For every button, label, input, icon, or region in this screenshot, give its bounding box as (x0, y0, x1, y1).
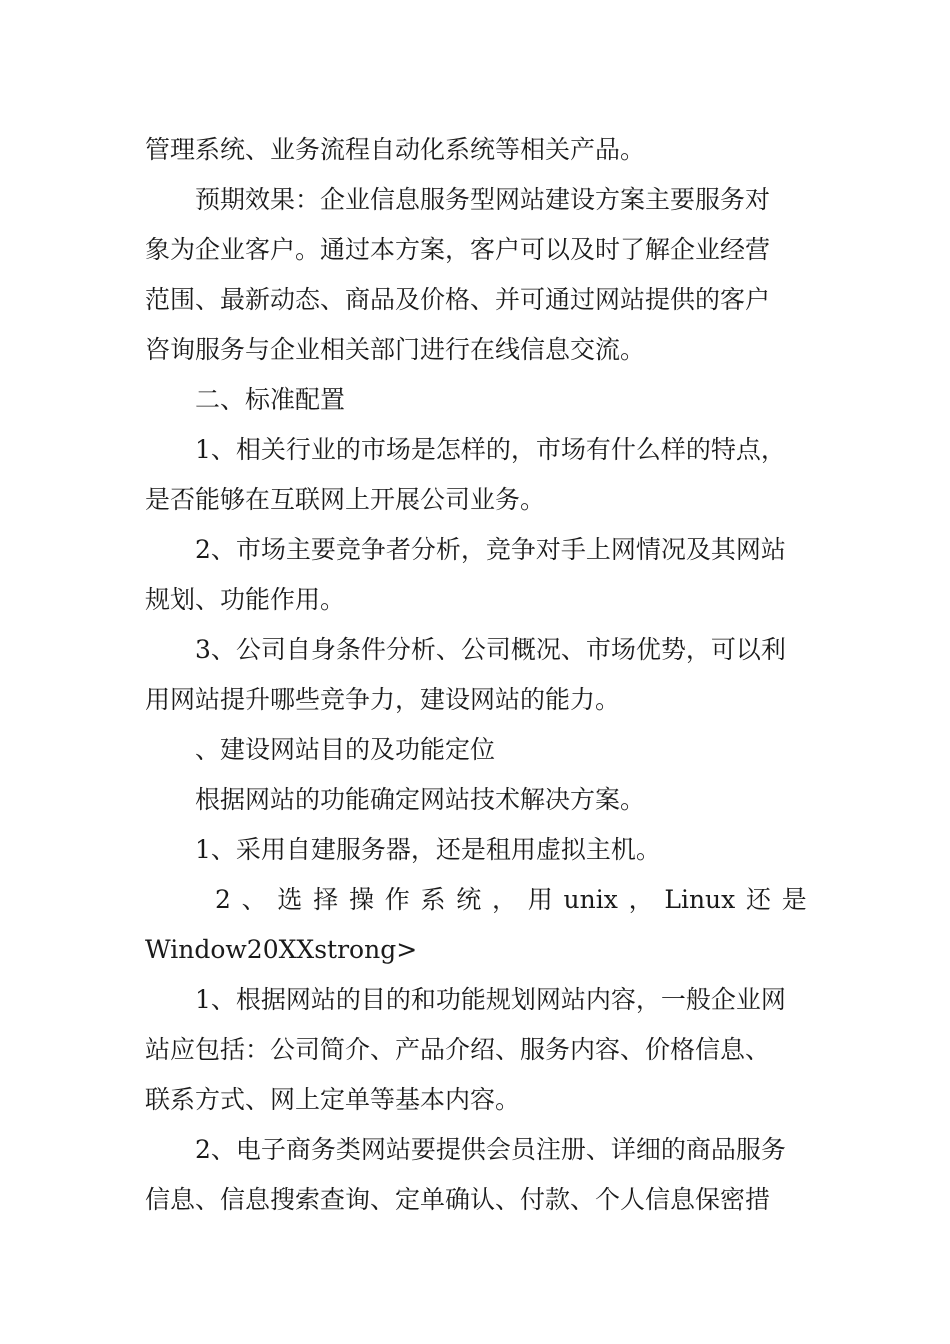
word: 系 (420, 885, 446, 914)
text-line: 站应包括：公司简介、产品介绍、服务内容、价格信息、 (145, 1035, 771, 1064)
text-line: 2、电子商务类网站要提供会员注册、详细的商品服务 (195, 1135, 786, 1164)
text-line: 2、市场主要竞争者分析，竞争对手上网情况及其网站 (195, 535, 786, 564)
word: 统 (456, 885, 482, 914)
text-line: 1、采用自建服务器，还是租用虚拟主机。 (195, 835, 661, 864)
word: ， (628, 885, 654, 914)
word: 、 (241, 885, 267, 914)
word: 作 (384, 885, 410, 914)
text-line: 是否能够在互联网上开展公司业务。 (145, 485, 546, 514)
text-line: 用网站提升哪些竞争力，建设网站的能力。 (145, 685, 621, 714)
word: ， (492, 885, 518, 914)
word: 是 (781, 885, 807, 914)
word: 择 (313, 885, 339, 914)
word: 操 (348, 885, 374, 914)
text-line: 规划、功能作用。 (145, 585, 346, 614)
word: 2 (215, 885, 231, 914)
text-line: 1、根据网站的目的和功能规划网站内容，一般企业网 (195, 985, 786, 1014)
text-line: 联系方式、网上定单等基本内容。 (145, 1085, 521, 1114)
word: 还 (746, 885, 772, 914)
text-line: 管理系统、业务流程自动化系统等相关产品。 (145, 135, 646, 164)
text-line: 信息、信息搜索查询、定单确认、付款、个人信息保密措 (145, 1185, 771, 1214)
text-line: 1、相关行业的市场是怎样的，市场有什么样的特点， (195, 435, 786, 464)
text-line: 3、公司自身条件分析、公司概况、市场优势，可以利 (195, 635, 786, 664)
text-line: 预期效果：企业信息服务型网站建设方案主要服务对 (195, 185, 771, 214)
word: unix (563, 885, 618, 914)
word: 用 (527, 885, 553, 914)
word: 选 (277, 885, 303, 914)
text-line: Window20XXstrong> (145, 935, 418, 964)
text-line: 范围、最新动态、商品及价格、并可通过网站提供的客户 (145, 285, 771, 314)
text-line: 咨询服务与企业相关部门进行在线信息交流。 (145, 335, 646, 364)
spaced-text-line (215, 875, 807, 925)
word: Linux (664, 885, 736, 914)
text-line: 根据网站的功能确定网站技术解决方案。 (195, 785, 646, 814)
text-line: 象为企业客户。通过本方案，客户可以及时了解企业经营 (145, 235, 771, 264)
section-heading: 二、标准配置 (195, 385, 346, 414)
section-heading: 、建设网站目的及功能定位 (195, 735, 496, 764)
